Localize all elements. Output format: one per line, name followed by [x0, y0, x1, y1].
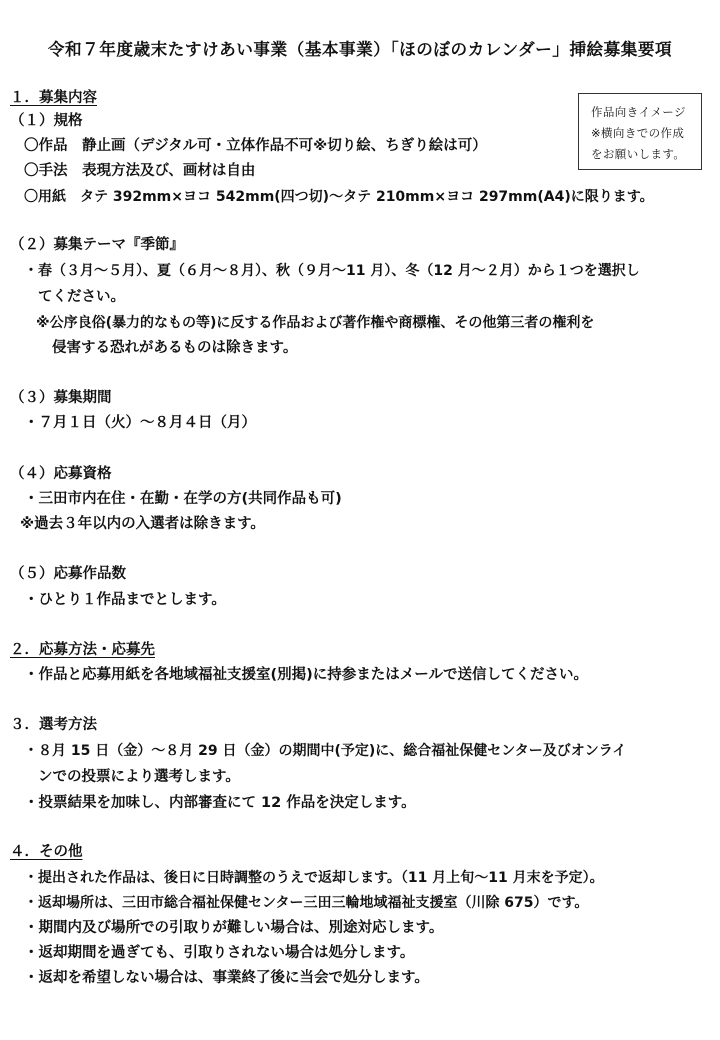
selection-result: ・投票結果を加味し、内部審査にて 12 作品を決定します。	[24, 795, 416, 811]
theme-note: ※公序良俗(暴力的なもの等)に反する作品および著作権や商標権、その他第三者の権利を	[36, 315, 595, 331]
orientation-note-box	[578, 93, 702, 170]
page-title: 令和７年度歳末たすけあい事業（基本事業）「ほのぼのカレンダー」挿絵募集要項	[47, 40, 673, 59]
spec-method: 〇手法 表現方法及び、画材は自由	[24, 163, 256, 179]
section-heading-3: ３．選考方法	[10, 717, 97, 733]
eligibility-text: ・三田市内在住・在勤・在学の方(共同作品も可)	[24, 491, 342, 507]
period-text: ・７月１日（火）～８月４日（月）	[24, 415, 256, 431]
selection-text: ・８月 15 日（金）～８月 29 日（金）の期間中(予定)に、総合福祉保健センター及びオンライ	[24, 743, 627, 759]
section-heading-2: ２．応募方法・応募先	[10, 642, 155, 658]
other-item: ・期間内及び場所での引取りが難しい場合は、別途対応します。	[24, 920, 444, 936]
theme-text-cont: てください。	[38, 289, 125, 305]
spec-work: 〇作品 静止画（デジタル可・立体作品不可※切り絵、ちぎり絵は可）	[24, 138, 487, 154]
spec-paper: 〇用紙 タテ 392mm×ヨコ 542mm(四つ切)～タテ 210mm×ヨコ 297mm(A4)に限ります。	[24, 189, 654, 205]
note-line: ※横向きでの作成	[591, 126, 685, 140]
subheading-count: （５）応募作品数	[10, 566, 126, 582]
subheading-theme: （２）募集テーマ『季節』	[10, 237, 184, 253]
note-line: をお願いします。	[591, 147, 686, 161]
theme-text: ・春（３月～５月）、夏（６月～８月）、秋（９月～11 月）、冬（12 月～２月）から１つを選択し	[24, 263, 640, 279]
section-heading-1: １．募集内容	[10, 90, 97, 106]
count-text: ・ひとり１作品までとします。	[24, 592, 226, 608]
selection-text-cont: ンでの投票により選考します。	[38, 769, 240, 785]
subheading-spec: （１）規格	[10, 113, 83, 129]
subheading-eligibility: （４）応募資格	[10, 466, 112, 482]
subheading-period: （３）募集期間	[10, 390, 112, 406]
eligibility-note: ※過去３年以内の入選者は除きます。	[20, 516, 265, 532]
application-text: ・作品と応募用紙を各地域福祉支援室(別掲)に持参またはメールで送信してください。	[24, 667, 588, 683]
other-item: ・返却期間を過ぎても、引取りされない場合は処分します。	[24, 945, 415, 961]
note-line: 作品向きイメージ	[591, 105, 686, 119]
section-heading-4: ４．その他	[10, 844, 83, 860]
other-item: ・提出された作品は、後日に日時調整のうえで返却します。（11 月上旬～11 月末を予定）。	[24, 870, 604, 886]
theme-note-cont: 侵害する恐れがあるものは除きます。	[52, 340, 298, 356]
other-item: ・返却場所は、三田市総合福祉保健センター三田三輪地域福祉支援室（川除 675）です。	[24, 895, 589, 911]
other-item: ・返却を希望しない場合は、事業終了後に当会で処分します。	[24, 970, 429, 986]
